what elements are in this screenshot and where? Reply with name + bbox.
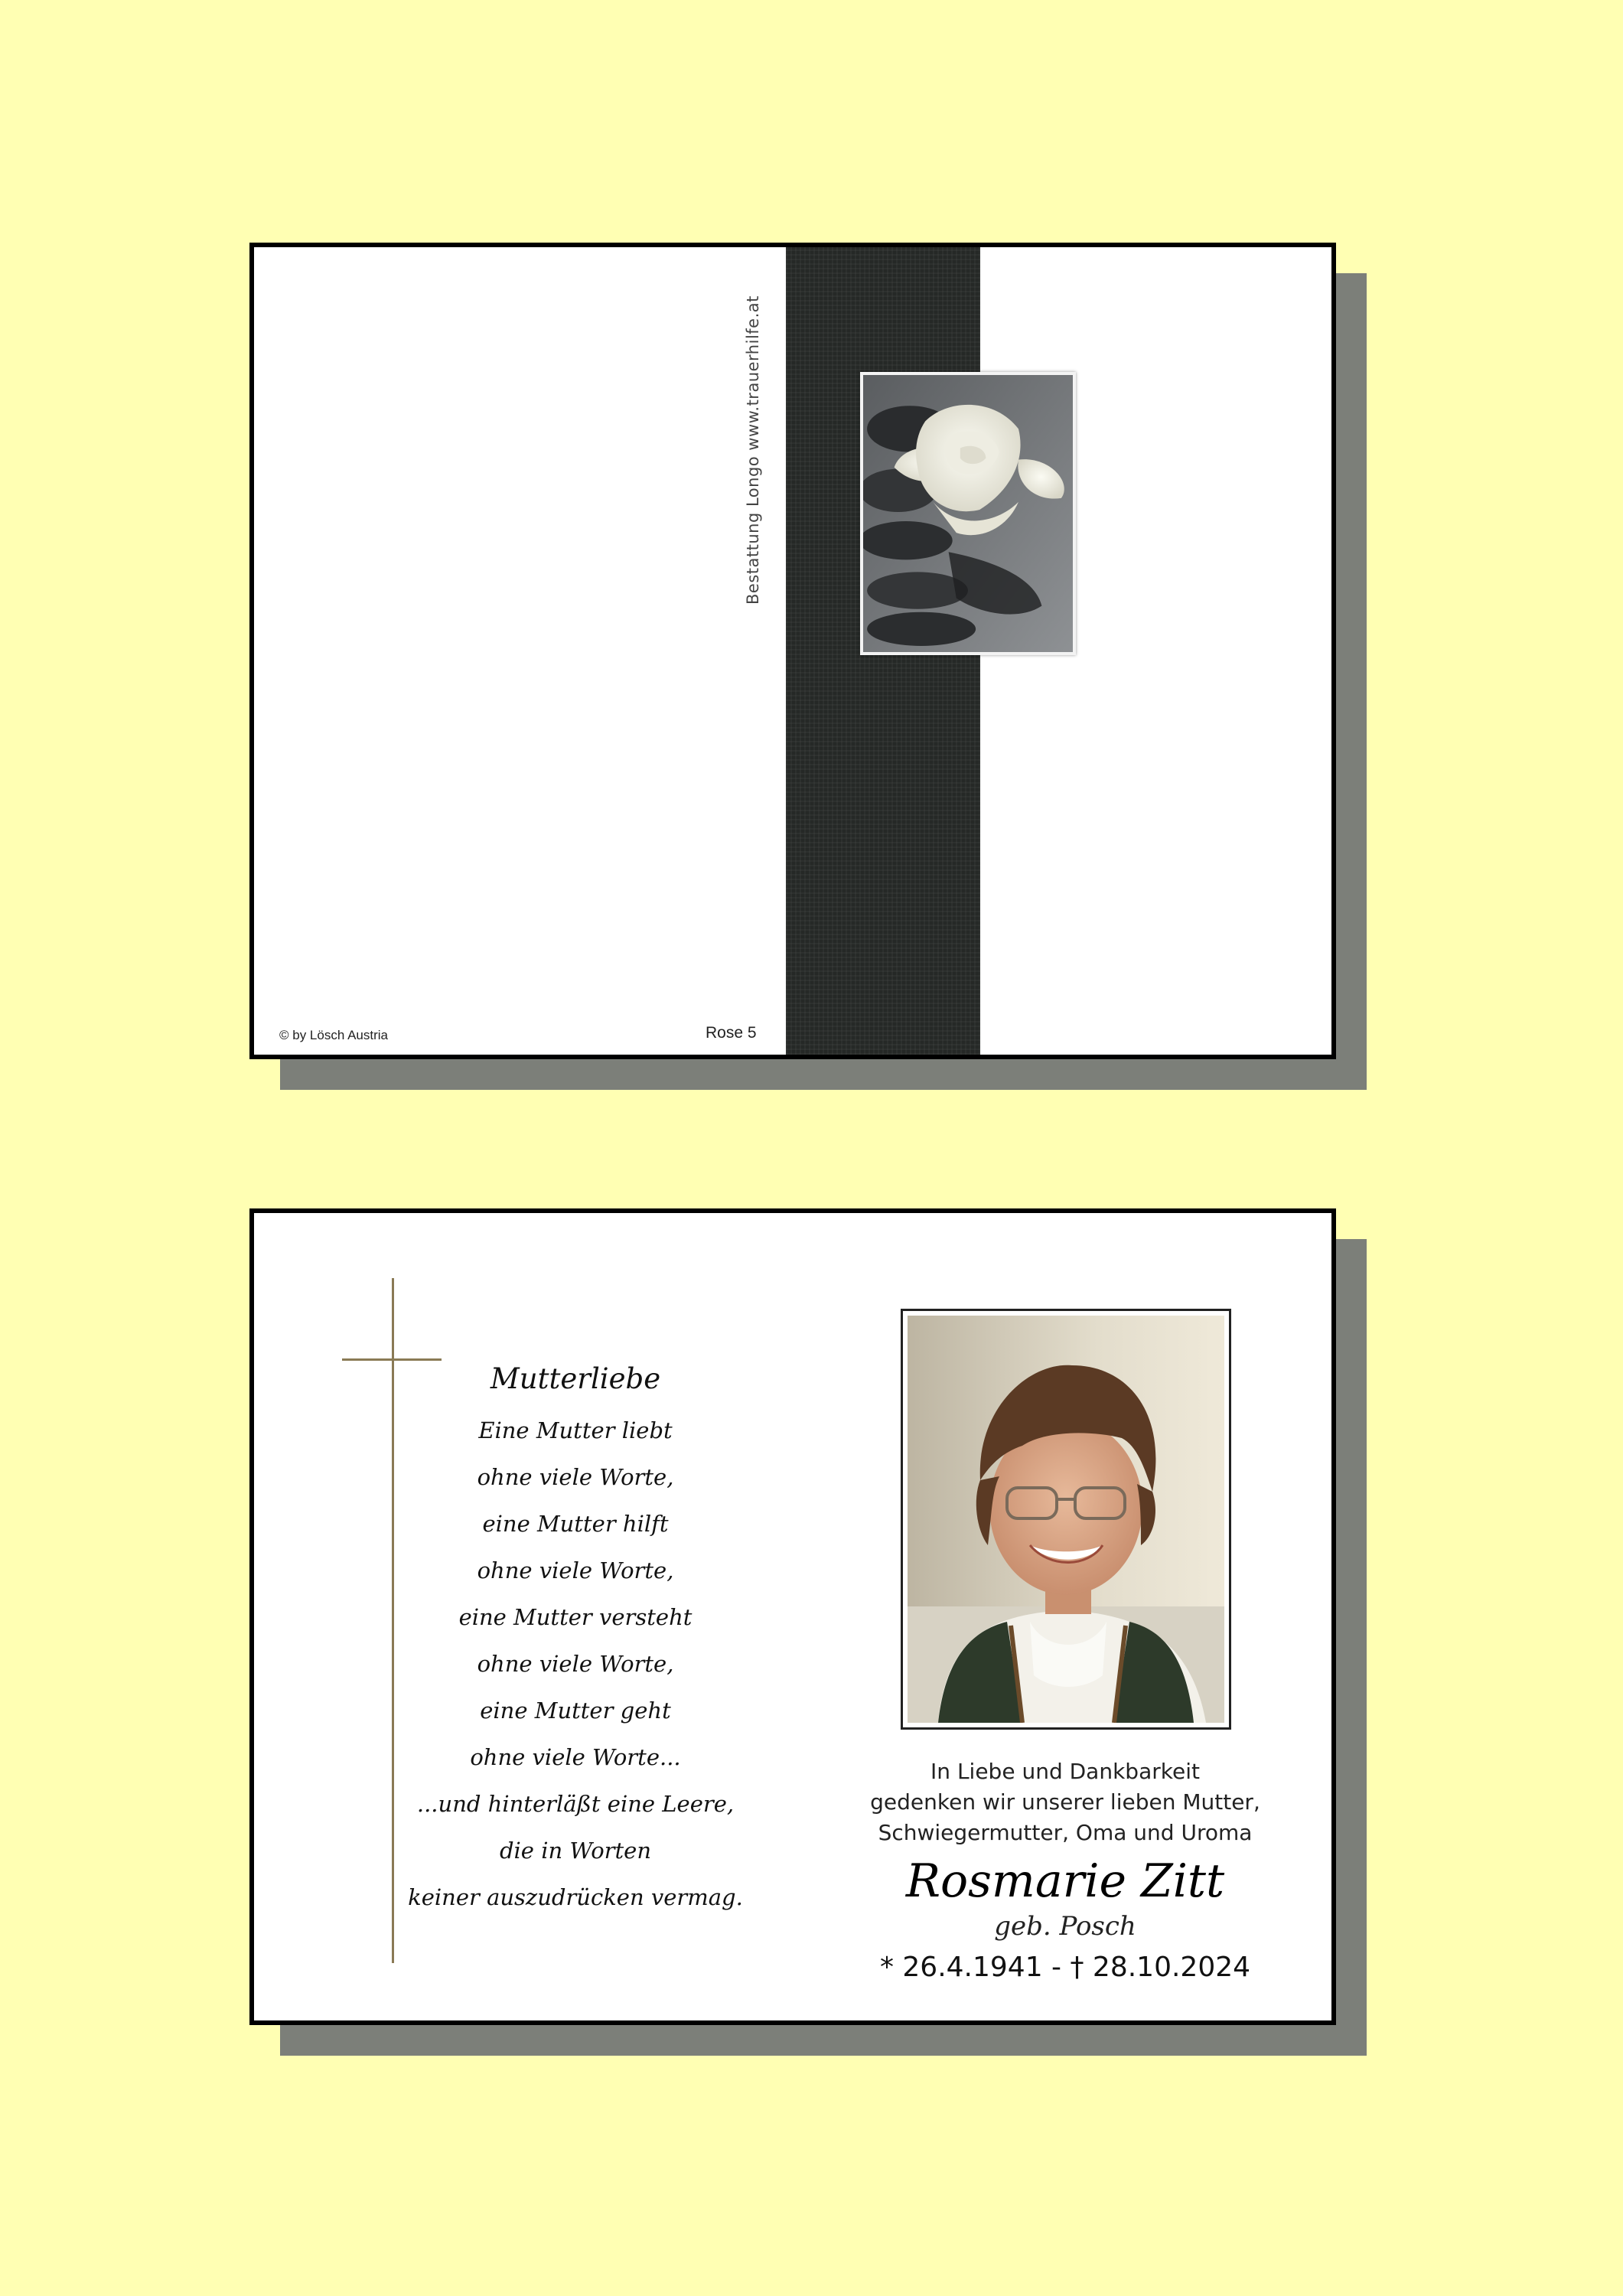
poem-line: ohne viele Worte, <box>477 1557 674 1583</box>
model-label: Rose 5 <box>706 1024 757 1042</box>
poem <box>384 1362 767 1921</box>
poem-line: keiner auszudrücken vermag. <box>408 1884 743 1910</box>
poem-line: die in Worten <box>499 1838 652 1864</box>
portrait-photo <box>901 1309 1231 1730</box>
dedication <box>813 1756 1318 1848</box>
funeral-home-text: Bestattung Longo www.trauerhilfe.at <box>744 295 762 605</box>
poem-title: Mutterliebe <box>490 1362 661 1395</box>
dedication-line: In Liebe und Dankbarkeit <box>930 1759 1200 1784</box>
rose-icon <box>863 375 1073 652</box>
poem-line: ohne viele Worte... <box>470 1744 681 1770</box>
poem-line: ohne viele Worte, <box>477 1651 674 1677</box>
back-card <box>249 1208 1336 2025</box>
cross-icon-bar <box>342 1358 442 1361</box>
poem-line: ohne viele Worte, <box>477 1464 674 1490</box>
copyright-text: © by Lösch Austria <box>279 1028 388 1042</box>
poem-line: Eine Mutter liebt <box>478 1417 673 1443</box>
poem-line: eine Mutter geht <box>480 1698 671 1724</box>
portrait-icon <box>908 1316 1224 1723</box>
maiden-name: geb. Posch <box>994 1911 1136 1942</box>
poem-line: ...und hinterläßt eine Leere, <box>416 1791 735 1817</box>
poem-line: eine Mutter hilft <box>482 1511 669 1537</box>
front-card <box>249 243 1336 1059</box>
poem-line: eine Mutter versteht <box>458 1604 693 1630</box>
deceased-name: Rosmarie Zitt <box>905 1854 1225 1908</box>
dedication-line: gedenken wir unserer lieben Mutter, <box>870 1789 1260 1815</box>
rose-photo <box>860 372 1076 655</box>
life-dates: * 26.4.1941 - † 28.10.2024 <box>879 1952 1251 1983</box>
dedication-line: Schwiegermutter, Oma und Uroma <box>878 1820 1253 1845</box>
